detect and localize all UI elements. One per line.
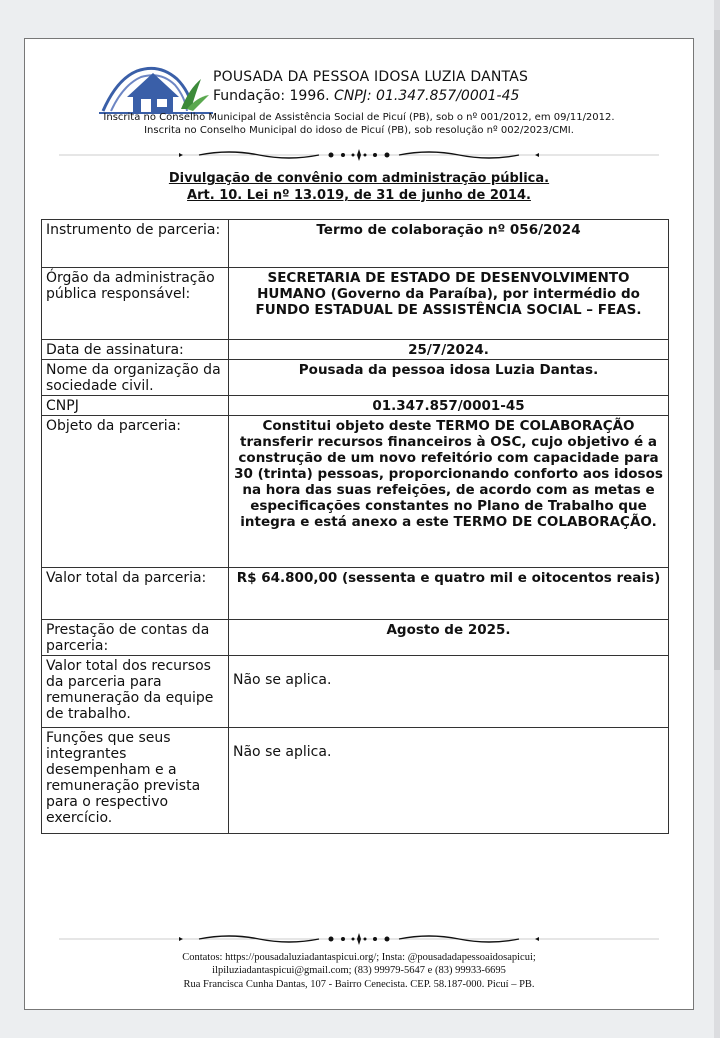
row-label: Valor total dos recursos da parceria para remuneração da equipe de trabalho. [42, 656, 229, 728]
table-row [42, 268, 669, 340]
cnpj-text: CNPJ: 01.347.857/0001-45 [334, 88, 520, 104]
row-value: R$ 64.800,00 (sessenta e quatro mil e oitocentos reais) [229, 568, 669, 620]
row-label: Funções que seus integrantes desempenham e a remuneração prevista para o respectivo exercício. [42, 728, 229, 834]
row-label: Valor total da parceria: [42, 568, 229, 620]
row-value: 25/7/2024. [229, 340, 669, 360]
row-value: Agosto de 2025. [229, 620, 669, 656]
ornament-divider-icon [59, 147, 659, 163]
title-line-1: Divulgação de convênio com administração pública. [168, 171, 550, 186]
org-foundation [213, 88, 519, 104]
row-label: Nome da organização da sociedade civil. [42, 360, 229, 396]
row-value: Termo de colaboração nº 056/2024 [229, 220, 669, 268]
founded-text: Fundação: 1996. [213, 88, 330, 104]
document-page [24, 38, 694, 1010]
row-value: Constitui objeto deste TERMO DE COLABORAÇÃO transferir recursos financeiros à OSC, cujo objetivo é a construção de um novo refeitório com capacidade para 30 (trinta) pessoas, proporcionando conforto aos idosos na hora das suas refeições, de acordo com as metas e especificações constantes no Plano de Trabalho que integra e está anexo a este TERMO DE COLABORAÇÃO. [229, 416, 669, 568]
ornament-divider-icon [59, 931, 659, 947]
table-row [42, 396, 669, 416]
row-value [229, 656, 669, 728]
row-value: Pousada da pessoa idosa Luzia Dantas. [229, 360, 669, 396]
table-row [42, 568, 669, 620]
row-label: Instrumento de parceria: [42, 220, 229, 268]
row-label: Objeto da parceria: [42, 416, 229, 568]
row-label: Prestação de contas da parceria: [42, 620, 229, 656]
row-label: Órgão da administração pública responsável: [42, 268, 229, 340]
partnership-table [41, 219, 669, 834]
footer-email-phone: ilpiluziadantaspicui@gmail.com; (83) 99979-5647 e (83) 99933-6695 [212, 965, 506, 976]
row-value-text: Não se aplica. [233, 744, 332, 760]
table-row [42, 620, 669, 656]
table-row [42, 728, 669, 834]
footer-contacts: Contatos: https://pousadaluziadantaspicui.org/; Insta: @pousadadapessoaidosapicui; [182, 952, 536, 963]
table-row [42, 656, 669, 728]
table-row [42, 220, 669, 268]
table-row [42, 360, 669, 396]
footer-address: Rua Francisca Cunha Dantas, 107 - Bairro Cenecista. CEP. 58.187-000. Picuí – PB. [183, 979, 535, 990]
row-label: Data de assinatura: [42, 340, 229, 360]
scrollbar[interactable] [714, 0, 720, 1038]
row-value-text: Não se aplica. [233, 672, 332, 688]
org-name: POUSADA DA PESSOA IDOSA LUZIA DANTAS [213, 69, 529, 85]
registration-line-1: Inscrita no Conselho Municipal de Assistência Social de Picuí (PB), sob o nº 001/2012, em 09/11/2012. [103, 112, 615, 123]
table-row [42, 416, 669, 568]
table-row [42, 340, 669, 360]
title-line-2: Art. 10. Lei nº 13.019, de 31 de junho de 2014. [187, 188, 531, 203]
row-value: 01.347.857/0001-45 [229, 396, 669, 416]
row-value: SECRETARIA DE ESTADO DE DESENVOLVIMENTO HUMANO (Governo da Paraíba), por intermédio do FUNDO ESTADUAL DE ASSISTÊNCIA SOCIAL – FEAS. [229, 268, 669, 340]
registration-line-2: Inscrita no Conselho Municipal do idoso de Picuí (PB), sob resolução nº 002/2023/CMI. [144, 125, 574, 136]
scrollbar-thumb[interactable] [714, 30, 720, 670]
row-label: CNPJ [42, 396, 229, 416]
row-value [229, 728, 669, 834]
